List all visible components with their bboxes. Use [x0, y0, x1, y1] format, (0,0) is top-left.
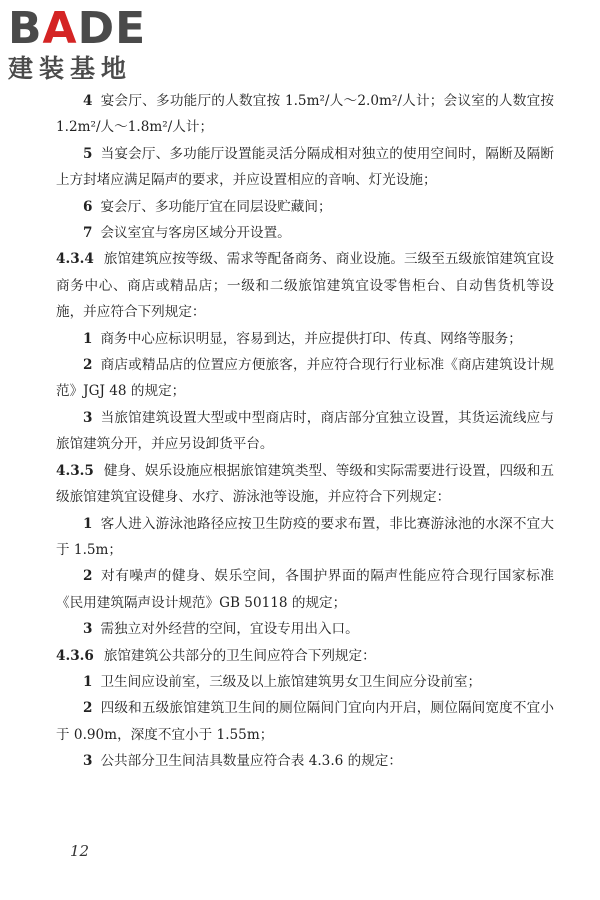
- logo-subtitle: 建装基地: [8, 54, 133, 83]
- logo-letter-b: B: [8, 3, 43, 54]
- clause-paragraph: [56, 458, 554, 511]
- item-text: 需独立对外经营的空间，宜设专用出入口。: [100, 621, 359, 638]
- item-number: 4: [83, 93, 93, 109]
- item-paragraph: [56, 563, 554, 616]
- logo-letter-a: A: [42, 3, 78, 54]
- item-paragraph: [56, 141, 554, 194]
- clause-number: 4.3.5: [56, 462, 94, 479]
- page-number: 12: [70, 842, 90, 860]
- document-body: [56, 88, 554, 775]
- clause-text: 健身、娱乐设施应根据旅馆建筑类型、等级和实际需要进行设置，四级和五级旅馆建筑宜设健身、水疗、游泳池等设施，并应符合下列规定：: [56, 462, 554, 506]
- item-text: 会议室宜与客房区域分开设置。: [100, 225, 291, 242]
- item-number: 6: [83, 198, 93, 215]
- clause-text: 旅馆建筑应按等级、需求等配备商务、商业设施。三级至五级旅馆建筑宜设商务中心、商店或精品店；一级和二级旅馆建筑宜设零售柜台、自动售货机等设施，并应符合下列规定：: [56, 251, 554, 321]
- item-paragraph: [56, 616, 554, 642]
- item-text: 当旅馆建筑设置大型或中型商店时，商店部分宜独立设置，其货运流线应与旅馆建筑分开，并应另设卸货平台。: [56, 409, 554, 453]
- item-number: 2: [83, 700, 93, 717]
- item-number: 2: [83, 568, 93, 585]
- item-paragraph: [56, 352, 554, 405]
- item-text: 卫生间应设前室，三级及以上旅馆建筑男女卫生间应分设前室；: [100, 673, 482, 690]
- item-paragraph: [56, 695, 554, 748]
- item-paragraph: [56, 669, 554, 695]
- item-paragraph: [56, 748, 554, 774]
- clause-text: 旅馆建筑公共部分的卫生间应符合下列规定：: [103, 647, 376, 664]
- clause-paragraph: [56, 643, 554, 669]
- item-text: 四级和五级旅馆建筑卫生间的厕位隔间门宜向内开启，厕位隔间宽度不宜小于 0.90m，深度不宜小于 1.55m；: [56, 700, 554, 743]
- clause-number: 4.3.4: [56, 251, 94, 268]
- item-text: 宴会厅、多功能厅的人数宜按 1.5m²/人～2.0m²/人计；会议室的人数宜按 1.2m²/人～1.8m²/人计；: [56, 93, 554, 136]
- clause-paragraph: [56, 246, 554, 325]
- item-text: 商店或精品店的位置应方便旅客，并应符合现行行业标准《商店建筑设计规范》JGJ 48 的规定；: [56, 357, 554, 400]
- item-paragraph: [56, 326, 554, 352]
- item-number: 3: [83, 409, 93, 426]
- item-number: 1: [83, 330, 93, 347]
- item-text: 宴会厅、多功能厅宜在同层设贮藏间；: [100, 198, 332, 215]
- item-paragraph: [56, 220, 554, 246]
- item-number: 1: [83, 515, 93, 532]
- item-paragraph: [56, 405, 554, 458]
- item-number: 3: [83, 753, 93, 770]
- brand-logo: [8, 3, 178, 84]
- item-number: 3: [83, 621, 93, 638]
- item-number: 5: [83, 145, 93, 162]
- item-text: 客人进入游泳池路径应按卫生防疫的要求布置，非比赛游泳池的水深不宜大于 1.5m；: [56, 515, 554, 558]
- item-text: 公共部分卫生间洁具数量应符合表 4.3.6 的规定：: [100, 753, 402, 770]
- item-number: 7: [83, 225, 93, 242]
- clause-number: 4.3.6: [56, 647, 94, 664]
- item-paragraph: [56, 194, 554, 220]
- item-number: 2: [83, 357, 93, 374]
- item-paragraph: [56, 511, 554, 564]
- item-paragraph: [56, 88, 554, 141]
- item-number: 1: [83, 673, 93, 690]
- item-text: 当宴会厅、多功能厅设置能灵活分隔成相对独立的使用空间时，隔断及隔断上方封堵应满足隔声的要求，并应设置相应的音响、灯光设施；: [56, 145, 554, 189]
- logo-letters-de: DE: [77, 3, 147, 54]
- item-text: 商务中心应标识明显，容易到达，并应提供打印、传真、网络等服务；: [100, 330, 522, 347]
- logo-wordmark: [8, 3, 178, 54]
- item-text: 对有噪声的健身、娱乐空间，各围护界面的隔声性能应符合现行国家标准《民用建筑隔声设计规范》GB 50118 的规定；: [56, 568, 554, 611]
